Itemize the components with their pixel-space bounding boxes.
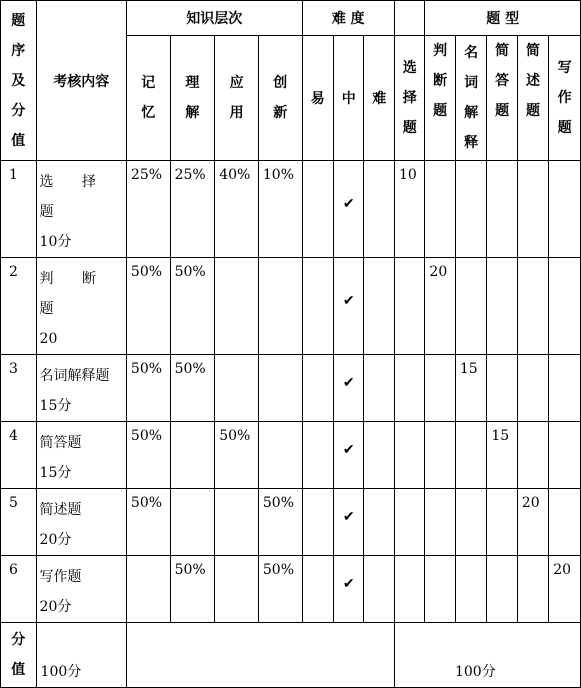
difficulty-mark: [302, 258, 333, 355]
difficulty-mark: [364, 556, 395, 623]
knowledge-level-header: 知识层次: [126, 1, 302, 36]
knowledge-percent: 25%: [170, 161, 215, 258]
row-number: 1: [1, 161, 37, 258]
type-points: [455, 422, 486, 489]
type-col-header: [425, 36, 455, 161]
total-content: 100分: [36, 623, 126, 688]
difficulty-mark: [302, 161, 333, 258]
type-points: [487, 556, 517, 623]
difficulty-mark: [302, 556, 333, 623]
type-points: [394, 489, 424, 556]
type-points: [517, 355, 548, 422]
row-label-header-char: 序: [11, 42, 26, 59]
row-label-header-char: 值: [11, 132, 26, 149]
question-name: 写作题: [39, 569, 82, 585]
knowledge-percent: 10%: [258, 161, 302, 258]
content-cell: [36, 422, 126, 489]
knowledge-col-header: [170, 36, 215, 161]
type-points: 20: [425, 258, 455, 355]
type-col-header-char: 写: [557, 60, 572, 76]
row-number: 6: [1, 556, 37, 623]
type-points: [549, 489, 581, 556]
question-name: 简述题: [39, 502, 82, 518]
total-label: [1, 623, 37, 688]
content-header: 考核内容: [36, 1, 126, 161]
difficulty-mark: [364, 161, 395, 258]
content-cell: [36, 161, 126, 258]
type-col-header-char: 断: [433, 73, 448, 89]
type-col-header-char: 题: [557, 120, 572, 136]
type-points: 20: [517, 489, 548, 556]
knowledge-percent: 40%: [215, 161, 259, 258]
knowledge-percent: 50%: [215, 422, 259, 489]
type-points: [425, 489, 455, 556]
type-points: [549, 355, 581, 422]
difficulty-mark: [364, 422, 395, 489]
difficulty-mark: ✔: [334, 422, 364, 489]
type-points: [394, 355, 424, 422]
type-col-header-char: 解: [464, 105, 479, 121]
knowledge-col-header-char: 记: [141, 75, 156, 91]
difficulty-mark: ✔: [334, 258, 364, 355]
type-col-header: [549, 36, 581, 161]
knowledge-col-header-char: 解: [185, 105, 200, 121]
row-number: 2: [1, 258, 37, 355]
question-name: 判 断 题: [39, 271, 108, 317]
knowledge-col-header-char: 创: [273, 75, 288, 91]
question-name: 简答题: [39, 435, 82, 451]
difficulty-mark: ✔: [334, 355, 364, 422]
knowledge-percent: 25%: [126, 161, 170, 258]
difficulty-mark: [364, 355, 395, 422]
difficulty-mark: ✔: [334, 161, 364, 258]
knowledge-percent: 50%: [258, 556, 302, 623]
row-label-header: [1, 1, 37, 161]
difficulty-header: 难 度: [302, 1, 394, 36]
difficulty-mark: [302, 489, 333, 556]
blank-header: [394, 1, 424, 36]
row-label-header-char: 题: [11, 12, 26, 29]
type-points: 10: [394, 161, 424, 258]
type-points: [425, 161, 455, 258]
total-blank: [126, 623, 394, 688]
type-points: [425, 422, 455, 489]
difficulty-col-header: 易: [302, 36, 333, 161]
knowledge-col-header: [126, 36, 170, 161]
type-col-header: [394, 36, 424, 161]
knowledge-percent: 50%: [126, 355, 170, 422]
difficulty-mark: [302, 355, 333, 422]
content-cell: [36, 489, 126, 556]
type-points: 15: [455, 355, 486, 422]
knowledge-percent: [258, 258, 302, 355]
knowledge-percent: [215, 258, 259, 355]
knowledge-percent: 50%: [126, 422, 170, 489]
difficulty-mark: [364, 489, 395, 556]
knowledge-percent: [258, 355, 302, 422]
type-col-header-char: 述: [526, 73, 541, 89]
type-col-header-char: 词: [464, 75, 479, 91]
content-cell: [36, 355, 126, 422]
type-col-header-char: 判: [433, 43, 448, 59]
content-cell: [36, 556, 126, 623]
type-points: [517, 422, 548, 489]
knowledge-percent: 50%: [126, 258, 170, 355]
type-points: [517, 161, 548, 258]
question-points: 10分: [39, 234, 72, 250]
type-col-header-char: 择: [402, 90, 417, 106]
knowledge-percent: [215, 355, 259, 422]
type-col-header-char: 名: [464, 45, 479, 61]
type-points: [487, 355, 517, 422]
type-points: [394, 422, 424, 489]
type-col-header-char: 作: [557, 90, 572, 106]
knowledge-col-header: [215, 36, 259, 161]
type-points: [394, 258, 424, 355]
knowledge-percent: [170, 422, 215, 489]
type-points: [455, 489, 486, 556]
type-col-header-char: 答: [495, 73, 510, 89]
table-row: [1, 355, 581, 422]
type-col-header-char: 题: [433, 103, 448, 119]
question-points: 15分: [39, 398, 72, 414]
row-number: 4: [1, 422, 37, 489]
type-points: [425, 556, 455, 623]
knowledge-percent: 50%: [170, 556, 215, 623]
knowledge-col-header-char: 用: [229, 105, 244, 121]
type-col-header-char: 题: [402, 120, 417, 136]
table-row: [1, 489, 581, 556]
type-points: 15: [487, 422, 517, 489]
table-row: [1, 422, 581, 489]
question-name: 选 择 题: [39, 174, 108, 220]
total-label-char: 值: [11, 662, 26, 678]
knowledge-percent: [215, 489, 259, 556]
type-col-header: [517, 36, 548, 161]
type-points: [455, 556, 486, 623]
total-label-char: 分: [11, 632, 26, 648]
knowledge-col-header-char: 忆: [141, 105, 156, 121]
table-row: [1, 161, 581, 258]
difficulty-mark: ✔: [334, 556, 364, 623]
type-col-header-char: 题: [526, 103, 541, 119]
row-number: 5: [1, 489, 37, 556]
difficulty-col-header: 难: [364, 36, 395, 161]
knowledge-percent: [126, 556, 170, 623]
knowledge-percent: 50%: [170, 355, 215, 422]
type-points: [487, 489, 517, 556]
knowledge-percent: [170, 489, 215, 556]
knowledge-col-header-char: 新: [273, 105, 288, 121]
type-points: [549, 258, 581, 355]
type-col-header-char: 题: [495, 103, 510, 119]
knowledge-percent: [258, 422, 302, 489]
difficulty-mark: ✔: [334, 489, 364, 556]
question-name: 名词解释题: [39, 368, 110, 384]
table-row: [1, 556, 581, 623]
type-points: [517, 556, 548, 623]
total-types: 100分: [394, 623, 580, 688]
type-points: [394, 556, 424, 623]
type-points: [455, 258, 486, 355]
type-points: [549, 422, 581, 489]
type-col-header-char: 释: [464, 135, 479, 151]
type-col-header: [487, 36, 517, 161]
difficulty-col-header: 中: [334, 36, 364, 161]
table-row: [1, 258, 581, 355]
row-number: 3: [1, 355, 37, 422]
question-points: 20分: [39, 599, 72, 615]
question-type-header: 题 型: [425, 1, 581, 36]
type-points: [425, 355, 455, 422]
content-cell: [36, 258, 126, 355]
type-points: [487, 161, 517, 258]
type-points: 20: [549, 556, 581, 623]
knowledge-col-header-char: 应: [229, 75, 244, 91]
knowledge-percent: 50%: [126, 489, 170, 556]
question-points: 20分: [39, 532, 72, 548]
type-points: [549, 161, 581, 258]
type-col-header-char: 选: [402, 60, 417, 76]
knowledge-percent: [215, 556, 259, 623]
question-points: 20: [39, 331, 58, 347]
row-label-header-char: 及: [11, 72, 26, 89]
knowledge-percent: 50%: [170, 258, 215, 355]
type-points: [487, 258, 517, 355]
type-col-header-char: 简: [495, 43, 510, 59]
difficulty-mark: [302, 422, 333, 489]
difficulty-mark: [364, 258, 395, 355]
knowledge-col-header-char: 理: [185, 75, 200, 91]
type-col-header: [455, 36, 486, 161]
knowledge-col-header: [258, 36, 302, 161]
question-points: 15分: [39, 465, 72, 481]
type-points: [455, 161, 486, 258]
header-row: [1, 1, 581, 36]
type-col-header-char: 简: [526, 43, 541, 59]
knowledge-percent: 50%: [258, 489, 302, 556]
row-label-header-char: 分: [11, 102, 26, 119]
type-points: [517, 258, 548, 355]
total-row: [1, 623, 581, 688]
